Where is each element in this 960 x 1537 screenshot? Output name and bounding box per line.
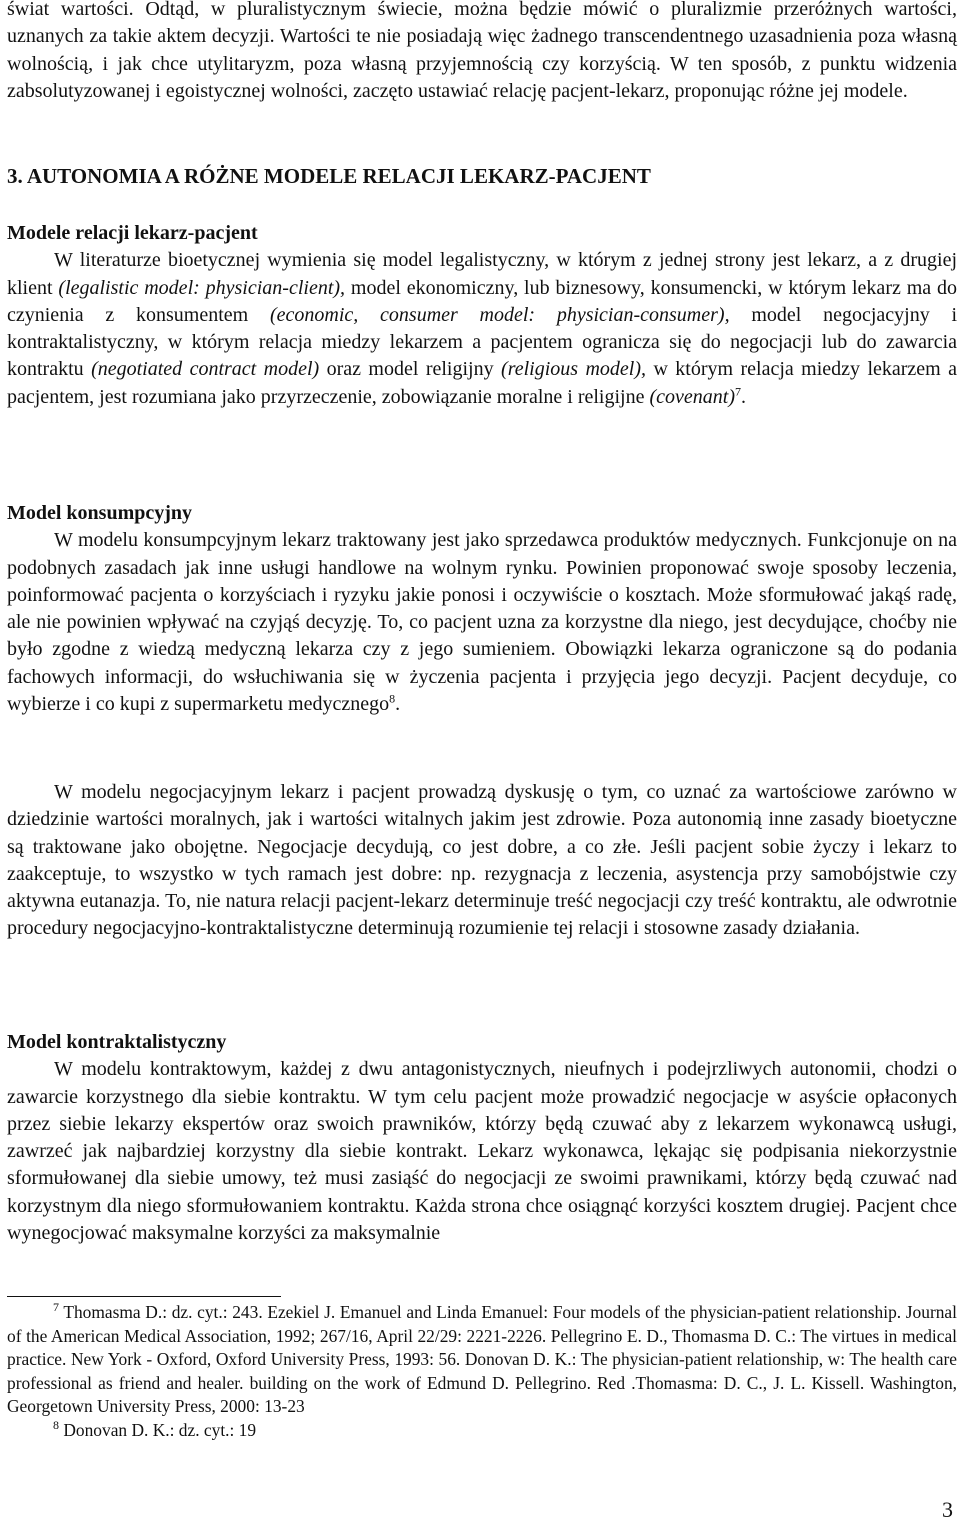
contract-paragraph: W modelu kontraktowym, każdej z dwu antagonistycznych, nieufnych i podejrzliwych autonomii, chodzi o zawarcie korzystnego dla siebie kontraktu. W tym celu pacjent może prowadzić negocjacje w asyście opłaconych przez siebie lekarzy ekspertów oraz swoich prawników, którzy będą czuwać aby z lekarzem wykonawcą usługi, zawrzeć jak najbardziej korzystny dla siebie kontrakt. Lekarz wykonawca, lękając się podpisania niekorzystnie sformułowanej dla siebie umowy, też musi zasiąść do negocjacji ze swoimi prawnikami, którzy będą czuwać nad korzystnym dla niego sformułowaniem kontraktu. Każda strona chce osiągnąć korzyści kosztem drugiej. Pacjent chce wynegocjować maksymalne korzyści za maksymalnie bbox=[7, 1058, 957, 1245]
footnote-7-text: Thomasma D.: dz. cyt.: 243. Ezekiel J. Emanuel and Linda Emanuel: Four models of the physician-patient relationship. Journal of the American Medical Association, 1992; 267/16, April 22/29: 2221-2226. Pellegrino E. D., Thomasma D. C.: The virtues in medical practice. New York - Oxford, Oxford University Press, 1993: 56. Donovan D. K.: The physician-patient relationship, w: The health care professional as friend and healer. building on the work of Edmund D. Pellegrino. Red .Thomasma: D. C., J. L. Kissell. Washington, Georgetown University Press, 2000: 13-23 bbox=[7, 1302, 957, 1417]
models-end: . bbox=[741, 385, 746, 408]
contract-heading: Model kontraktalistyczny bbox=[7, 1031, 227, 1053]
footnotes bbox=[7, 1301, 957, 1443]
models-paragraph bbox=[7, 247, 957, 411]
footnote-8-text: Donovan D. K.: dz. cyt.: 19 bbox=[63, 1419, 257, 1440]
footnote-7 bbox=[7, 1301, 957, 1419]
footnote-ref-8: 8 bbox=[389, 691, 396, 706]
page-number: 3 bbox=[942, 1497, 953, 1522]
footnote-8-number: 8 bbox=[53, 1418, 59, 1433]
footnote-divider bbox=[7, 1296, 281, 1297]
models-text-1: W literaturze bioetycznej wymienia się model legalistyczny, w którym z jednej strony jest lekarz, a z drugiej klient bbox=[7, 249, 957, 299]
models-heading: Modele relacji lekarz-pacjent bbox=[7, 222, 258, 244]
religious-term: (religious model), bbox=[501, 358, 647, 381]
models-text-5: w którym relacja miedzy lekarzem a pacjentem, jest rozumiana jako przyrzeczenie, zobowiązanie moralne i religijne bbox=[7, 358, 958, 408]
negotiation-section bbox=[7, 779, 957, 943]
contract-section bbox=[7, 1029, 957, 1247]
covenant-term: (covenant) bbox=[649, 385, 735, 408]
consumer-text: W modelu konsumpcyjnym lekarz traktowany jest jako sprzedawca produktów medycznych. Funkcjonuje on na podobnych zasadach jak inne usługi handlowe na wolnym rynku. Powinien proponować swoje sposoby leczenia, poinformować pacjenta o korzyściach i ryzyku jakie ponosi i oczywiście o kosztach. Może sformułować jakąś radę, ale nie powinien wpływać na czyjąś decyzję. To, co pacjent uzna za korzystne dla niego, jest decydujące, choćby nie było zgodne z wiedzą medyczną lekarza czy z jego sumieniem. Obowiązki lekarza ograniczone są do podania fachowych informacji, do wsłuchiwania się w życzenia pacjenta i przyjęcia jego decyzji. Pacjent decyduje, co wybierze i co kupi z supermarketu medycznego bbox=[7, 529, 957, 716]
models-text-3: model negocjacyjny i kontraktalistyczny, w którym relacja miedzy lekarzem a pacjentem ogranicza się do negocjacji lub do zawarcia kontraktu bbox=[7, 303, 958, 381]
section-heading: 3. AUTONOMIA A RÓŻNE MODELE RELACJI LEKARZ-PACJENT bbox=[7, 164, 651, 188]
economic-term: (economic, consumer model: physician-consumer), bbox=[269, 303, 730, 326]
consumer-section bbox=[7, 500, 957, 718]
negotiated-term: (negotiated contract model) bbox=[91, 358, 320, 381]
models-section bbox=[7, 220, 957, 411]
models-text-2: model ekonomiczny, lub biznesowy, konsumencki, w którym lekarz ma do czynienia z konsumentem bbox=[7, 276, 957, 326]
consumer-heading: Model konsumpcyjny bbox=[7, 502, 193, 524]
footnote-8 bbox=[7, 1419, 957, 1443]
negotiation-paragraph: W modelu negocjacyjnym lekarz i pacjent prowadzą dyskusję o tym, co uznać za wartościowe zarówno w dziedzinie wartości moralnych, jak i wartości witalnych jakim jest zdrowie. Poza autonomią inne zasady bioetyczne są traktowane jako obojętne. Negocjacje decydują, co jest dobre, a co złe. Jeśli pacjent sobie życzy i lekarz to zaakceptuje, to wszystko w tych ramach jest dobre: np. rezygnacja z leczenia, asystencja przy samobójstwie czy aktywna eutanazja. To, nie natura relacji pacjent-lekarz determinuje treść negocjacji czy treść kontraktu, ale odwrotnie procedury negocjacyjno-kontraktalistyczne determinują rozumienie tej relacji i stosowne zasady działania. bbox=[7, 781, 957, 940]
consumer-paragraph bbox=[7, 527, 957, 718]
intro-paragraph: świat wartości. Odtąd, w pluralistycznym świecie, można będzie mówić o pluralizmie przeróżnych wartości, uznanych za takie aktem decyzji. Wartości te nie posiadają więc żadnego transcendentnego uzasadnienia poza własną wolnością, i jak chce utylitaryzm, poza własną przyjemnością czy korzyścią. W ten sposób, z punktu widzenia zabsolutyzowanej i egoistycznej wolności, zaczęto ustawiać relację pacjent-lekarz, proponując różne jej modele. bbox=[7, 0, 957, 102]
models-text-4: oraz model religijny bbox=[326, 358, 494, 381]
footnote-7-number: 7 bbox=[53, 1300, 59, 1315]
footnote-ref-7: 7 bbox=[735, 384, 741, 399]
consumer-end: . bbox=[395, 693, 401, 716]
legalistic-term: (legalistic model: physician-client), bbox=[58, 276, 346, 299]
